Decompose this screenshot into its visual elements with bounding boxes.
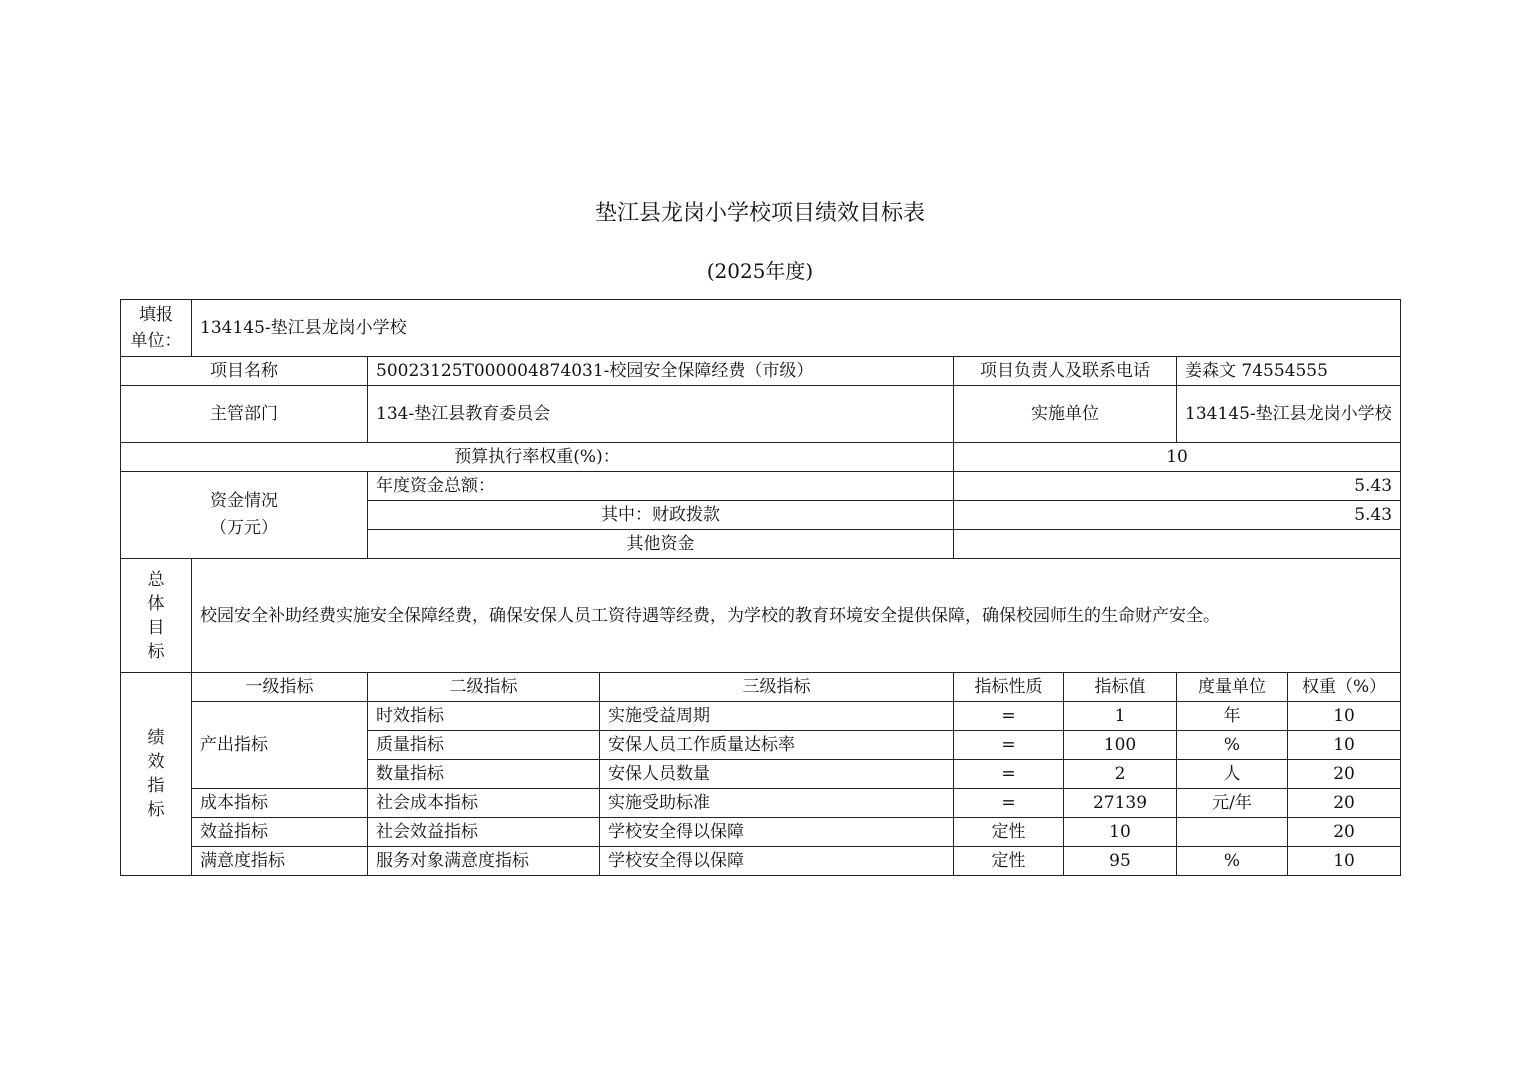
indicator-header-row (121, 673, 1401, 702)
dept-value: 134-垫江县教育委员会 (368, 386, 954, 443)
project-name-value: 50023125T000004874031-校园安全保障经费（市级） (368, 357, 954, 386)
value-cell: 2 (1064, 760, 1177, 789)
funds-fiscal-label: 其中：财政拨款 (368, 501, 954, 530)
project-lead-label: 项目负责人及联系电话 (954, 357, 1177, 386)
nature-cell: = (954, 760, 1064, 789)
level2-cell: 质量指标 (368, 731, 600, 760)
weight-cell: 10 (1288, 731, 1401, 760)
header-weight: 权重（%） (1288, 673, 1401, 702)
table-row (121, 847, 1401, 876)
impl-unit-label: 实施单位 (954, 386, 1177, 443)
header-unit: 度量单位 (1177, 673, 1288, 702)
overall-goal-text: 校园安全补助经费实施安全保障经费，确保安保人员工资待遇等经费，为学校的教育环境安全提供保障，确保校园师生的生命财产安全。 (192, 559, 1401, 673)
funds-total-row (121, 472, 1401, 501)
weight-cell: 20 (1288, 818, 1401, 847)
project-lead-value: 姜森文 74554555 (1177, 357, 1401, 386)
table-row (121, 702, 1401, 731)
level1-cell: 产出指标 (192, 702, 368, 789)
project-name-label: 项目名称 (121, 357, 368, 386)
nature-cell: = (954, 731, 1064, 760)
unit-cell: 元/年 (1177, 789, 1288, 818)
level3-cell: 实施受益周期 (600, 702, 954, 731)
nature-cell: = (954, 789, 1064, 818)
funds-total-value: 5.43 (954, 472, 1401, 501)
level3-cell: 实施受助标准 (600, 789, 954, 818)
value-cell: 95 (1064, 847, 1177, 876)
level3-cell: 学校安全得以保障 (600, 818, 954, 847)
funds-other-value (954, 530, 1401, 559)
weight-cell: 20 (1288, 789, 1401, 818)
unit-cell: % (1177, 731, 1288, 760)
level2-cell: 时效指标 (368, 702, 600, 731)
funds-total-label: 年度资金总额： (368, 472, 954, 501)
level1-cell: 满意度指标 (192, 847, 368, 876)
header-nature: 指标性质 (954, 673, 1064, 702)
value-cell: 27139 (1064, 789, 1177, 818)
level3-cell: 安保人员工作质量达标率 (600, 731, 954, 760)
overall-goal-label: 总 体 目 标 (121, 559, 192, 673)
table-row (121, 818, 1401, 847)
level3-cell: 安保人员数量 (600, 760, 954, 789)
funds-fiscal-value: 5.43 (954, 501, 1401, 530)
weight-cell: 20 (1288, 760, 1401, 789)
nature-cell: = (954, 702, 1064, 731)
budget-weight-row (121, 443, 1401, 472)
funds-other-label: 其他资金 (368, 530, 954, 559)
table-row (121, 789, 1401, 818)
header-level2: 二级指标 (368, 673, 600, 702)
unit-label: 填报 单位： (121, 300, 192, 357)
nature-cell: 定性 (954, 818, 1064, 847)
unit-value: 134145-垫江县龙岗小学校 (192, 300, 1401, 357)
level2-cell: 服务对象满意度指标 (368, 847, 600, 876)
header-level1: 一级指标 (192, 673, 368, 702)
budget-weight-value: 10 (954, 443, 1401, 472)
weight-cell: 10 (1288, 702, 1401, 731)
dept-label: 主管部门 (121, 386, 368, 443)
value-cell: 1 (1064, 702, 1177, 731)
level2-cell: 社会成本指标 (368, 789, 600, 818)
impl-unit-value: 134145-垫江县龙岗小学校 (1177, 386, 1401, 443)
value-cell: 10 (1064, 818, 1177, 847)
header-level3: 三级指标 (600, 673, 954, 702)
overall-goal-row (121, 559, 1401, 673)
performance-target-table (120, 299, 1401, 876)
funds-label: 资金情况 （万元） (121, 472, 368, 559)
level2-cell: 社会效益指标 (368, 818, 600, 847)
dept-row (121, 386, 1401, 443)
value-cell: 100 (1064, 731, 1177, 760)
level1-cell: 成本指标 (192, 789, 368, 818)
budget-weight-label: 预算执行率权重(%)： (121, 443, 954, 472)
project-name-row (121, 357, 1401, 386)
level1-cell: 效益指标 (192, 818, 368, 847)
unit-cell: 年 (1177, 702, 1288, 731)
performance-indicator-label: 绩 效 指 标 (121, 673, 192, 876)
unit-cell: 人 (1177, 760, 1288, 789)
level2-cell: 数量指标 (368, 760, 600, 789)
unit-cell: % (1177, 847, 1288, 876)
page-subtitle: (2025年度) (706, 259, 814, 283)
unit-row (121, 300, 1401, 357)
unit-cell (1177, 818, 1288, 847)
nature-cell: 定性 (954, 847, 1064, 876)
page-title: 垫江县龙岗小学校项目绩效目标表 (594, 201, 925, 226)
weight-cell: 10 (1288, 847, 1401, 876)
header-value: 指标值 (1064, 673, 1177, 702)
level3-cell: 学校安全得以保障 (600, 847, 954, 876)
